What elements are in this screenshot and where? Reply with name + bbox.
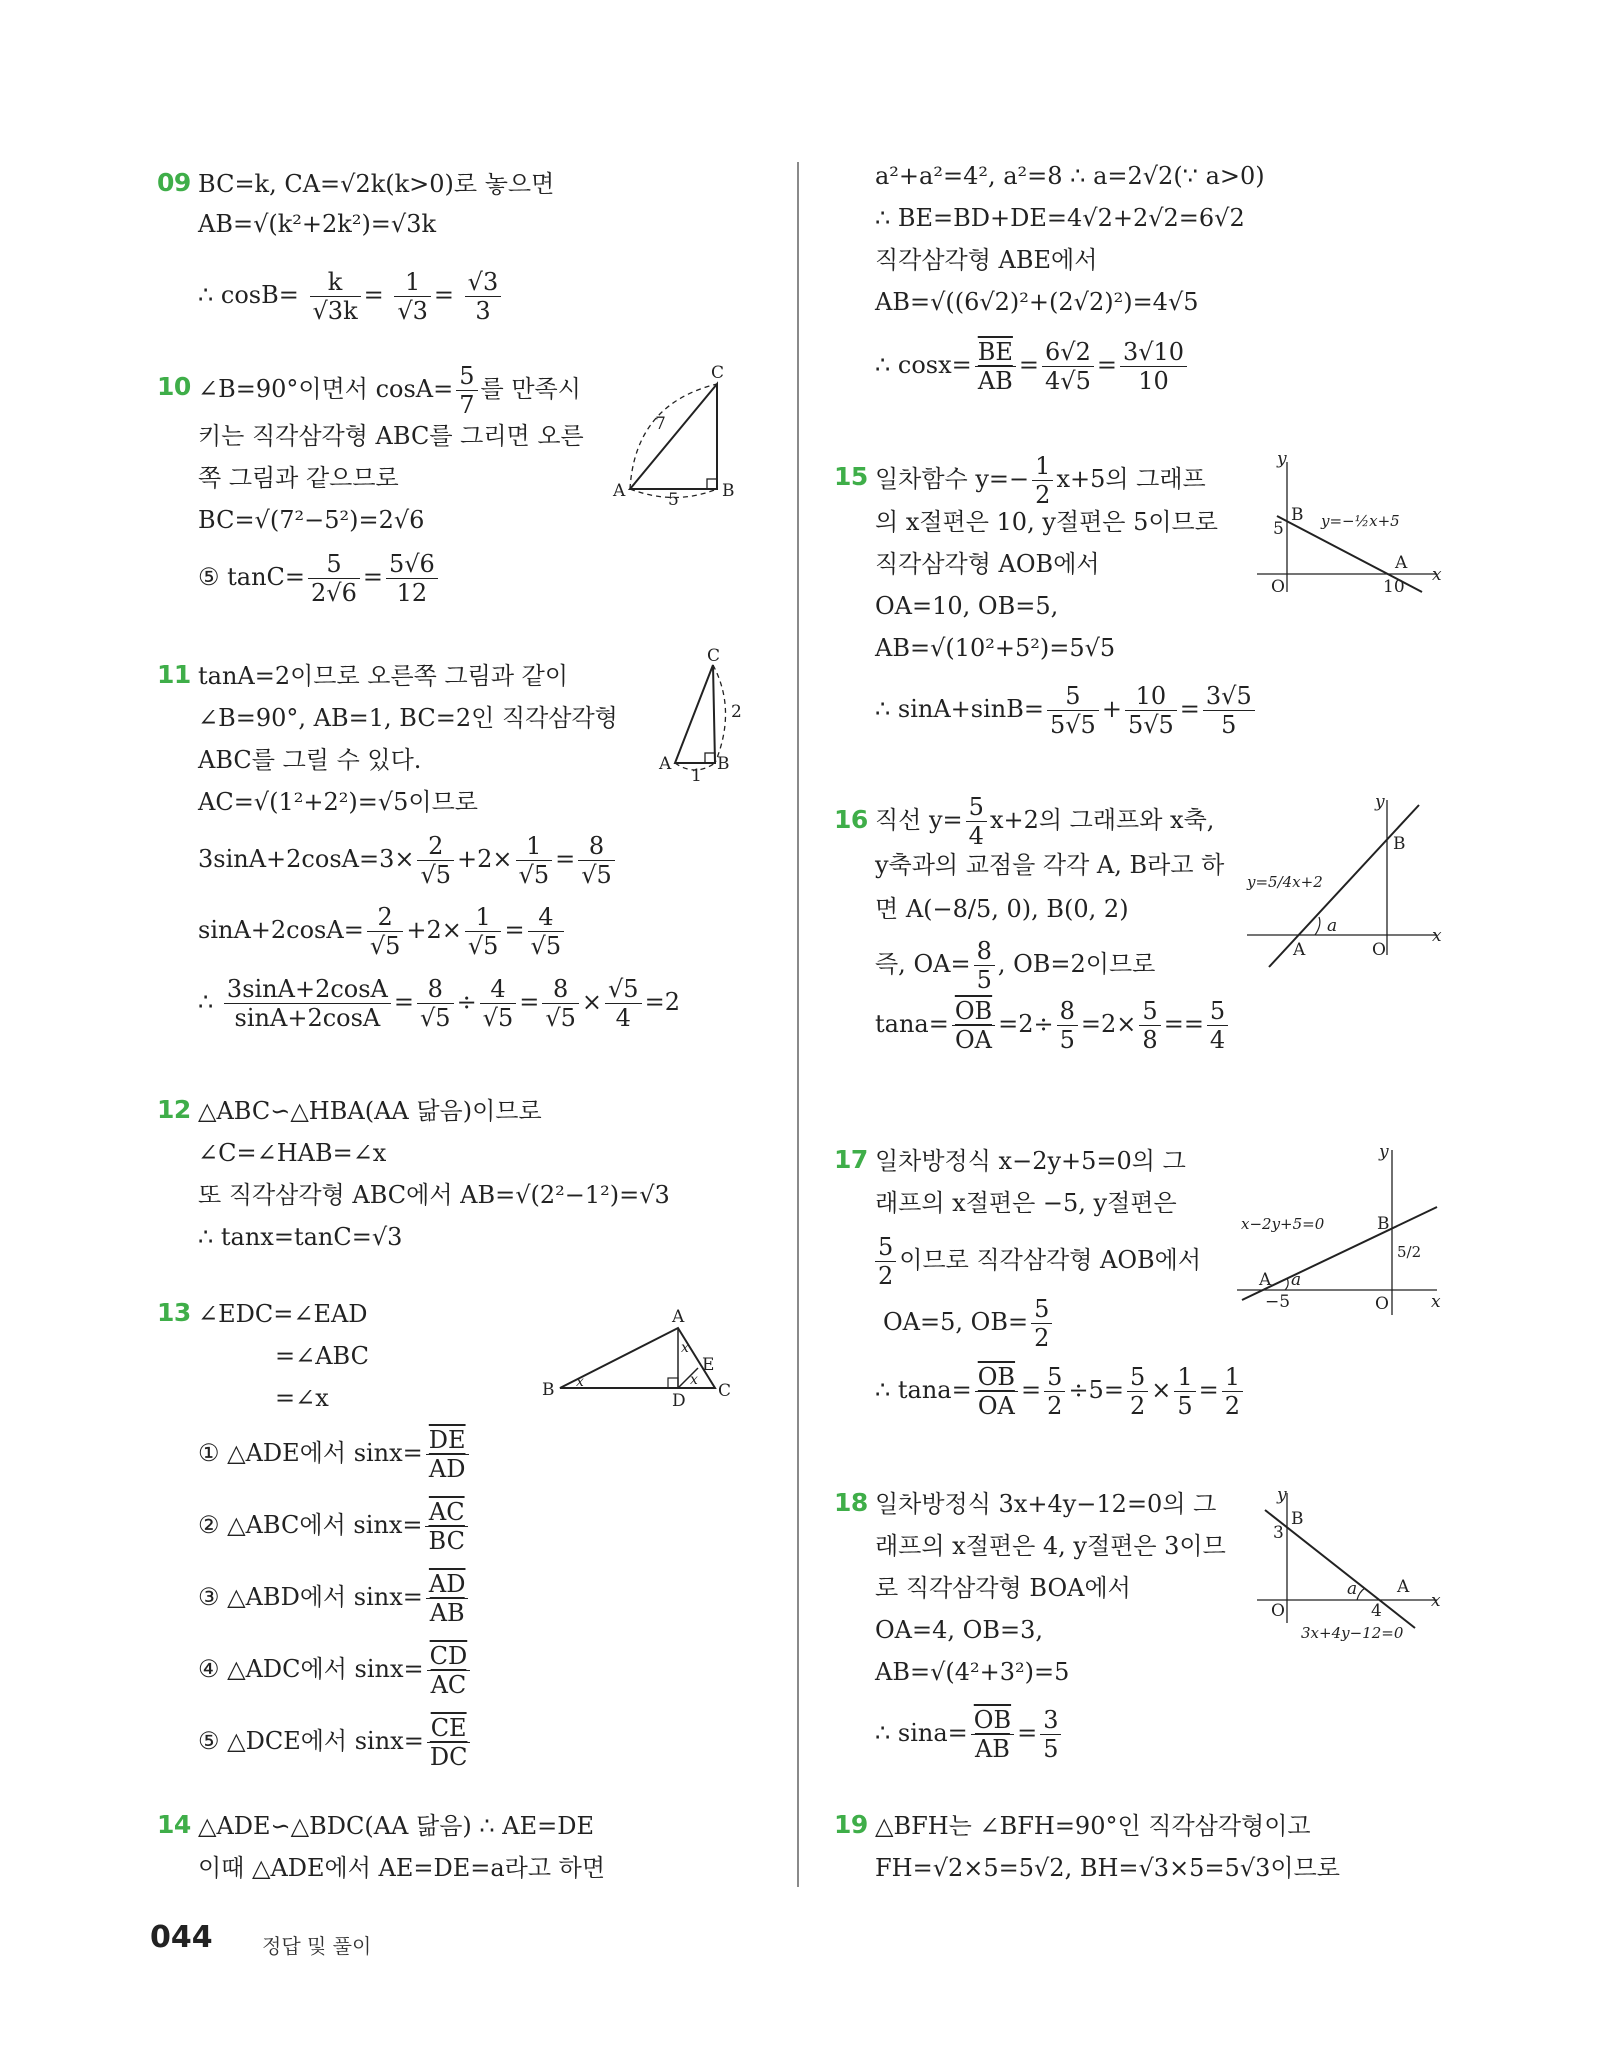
fraction xyxy=(427,1642,471,1699)
triangle xyxy=(675,665,715,763)
solution-line: ∴ tanx=tanC=√3 xyxy=(198,1223,403,1251)
fraction xyxy=(975,338,1016,395)
numerator: 5 xyxy=(308,550,360,579)
denominator: √5 xyxy=(581,861,612,889)
denominator: √5 xyxy=(482,1004,514,1032)
numerator: 1 xyxy=(394,268,431,297)
solution-line: ∴ $\frac{3\sin A+2\cos A}{\sin A+2\cos A}$ = $\frac{8}{√5}$ ÷ $\frac{4}{√5}$ = $\frac{8}{√5}$ × $\frac{√5}{4}$ =2 xyxy=(198,975,680,1032)
numerator: 2 xyxy=(417,832,454,861)
fraction xyxy=(516,832,553,889)
solution-line: ∴ tana= $\frac{\overline{OB}}{OA}$ = $\frac{5}{2}$ ÷5= $\frac{5}{2}$ × $\frac{1}{5}$ = $\frac{1}{2}$ xyxy=(875,1363,1246,1420)
solution-line: 면 A(−8/5, 0), B(0, 2) xyxy=(875,895,1129,923)
fraction xyxy=(1042,338,1094,395)
numerator: 1 xyxy=(1174,1363,1195,1392)
text: +2× xyxy=(406,916,462,944)
numerator: 5 xyxy=(1044,1363,1065,1392)
numerator: $\overline{OB}$ xyxy=(952,997,995,1026)
denominator: AD xyxy=(428,1455,466,1483)
graph-figure-15 xyxy=(1247,449,1447,602)
denominator: 2 xyxy=(1224,1392,1240,1420)
fraction xyxy=(465,268,502,325)
label-B: B xyxy=(1291,1509,1304,1529)
page-number: 044 xyxy=(150,1920,213,1955)
text: sinA+2cosA= xyxy=(198,916,364,944)
solution-line: 키는 직각삼각형 ABC를 그리면 오른 xyxy=(198,422,584,450)
graph-figure-18 xyxy=(1247,1485,1447,1648)
text: ④ △ADC에서 sinx= xyxy=(198,1655,424,1683)
denominator: √5 xyxy=(420,1004,451,1032)
fraction xyxy=(425,1498,467,1555)
solution-line: BC=k, CA=√2k(k>0)로 놓으면 xyxy=(198,170,555,198)
numerator: √5 xyxy=(605,975,642,1004)
label-base: 5 xyxy=(668,490,679,510)
solution-line: 쪽 그림과 같으므로 xyxy=(198,464,399,492)
numerator: 1 xyxy=(465,903,502,932)
section-label: 정답 및 풀이 xyxy=(262,1934,372,1958)
label-B: B xyxy=(1377,1214,1390,1234)
label-angle-a: a xyxy=(1291,1270,1302,1290)
label-equation: y=5/4x+2 xyxy=(1247,873,1323,891)
text: ÷5= xyxy=(1068,1376,1124,1404)
text: tana= xyxy=(875,1010,949,1038)
numerator: 5 xyxy=(966,793,987,822)
text: x+5의 그래프 xyxy=(1056,465,1206,493)
solution-line xyxy=(883,1295,1055,1352)
denominator: sinA+2cosA xyxy=(234,1004,381,1032)
denominator: 5 xyxy=(1177,1392,1193,1420)
label-xint: 4 xyxy=(1371,1601,1382,1621)
solution-line: ∴ BE=BD+DE=4√2+2√2=6√2 xyxy=(875,204,1245,232)
numerator: 5 xyxy=(456,362,477,391)
label-C: C xyxy=(718,1381,732,1401)
fraction xyxy=(310,268,361,325)
numerator: 5 xyxy=(1047,682,1099,711)
label-B: B xyxy=(1393,834,1406,854)
solution-line: 의 x절편은 10, y절편은 5이므로 xyxy=(875,508,1218,536)
label-E: E xyxy=(702,1355,715,1375)
text: +2× xyxy=(457,845,513,873)
problem-number: 14 xyxy=(157,1810,191,1839)
numerator: 3 xyxy=(1040,1706,1061,1735)
denominator: 4 xyxy=(968,822,984,850)
solution-line xyxy=(875,452,1206,509)
denominator: 2 xyxy=(878,1262,894,1290)
denominator: 4 xyxy=(1209,1026,1226,1054)
denominator: √5 xyxy=(369,932,401,960)
solution-line: AB=√(10²+5²)=5√5 xyxy=(875,634,1116,662)
denominator: 7 xyxy=(459,391,475,419)
numerator: 5 xyxy=(1207,997,1228,1026)
label-origin: O xyxy=(1271,1601,1285,1621)
fraction xyxy=(1127,1363,1148,1420)
numerator: 5 xyxy=(1127,1363,1148,1392)
axis-label-y: y xyxy=(1277,449,1287,469)
label-B: B xyxy=(1291,505,1304,525)
solution-line: y축과의 교점을 각각 A, B라고 하 xyxy=(875,851,1225,879)
denominator: √5 xyxy=(467,932,499,960)
denominator: AB xyxy=(429,1599,465,1627)
solution-line: 래프의 x절편은 4, y절편은 3이므 xyxy=(875,1532,1226,1560)
numerator: 8 xyxy=(542,975,579,1004)
label-B: B xyxy=(717,754,730,774)
solution-line: 일차방정식 x−2y+5=0의 그 xyxy=(875,1147,1186,1175)
denominator: 5 xyxy=(1043,1735,1059,1763)
fraction xyxy=(367,903,404,960)
text: 즉, OA= xyxy=(875,950,971,978)
axis-label-x: x xyxy=(1431,1292,1441,1312)
label-A: A xyxy=(1397,1577,1410,1597)
fraction xyxy=(1222,1363,1243,1420)
numerator: 1 xyxy=(1222,1363,1243,1392)
right-angle-mark xyxy=(705,753,715,763)
fraction xyxy=(1174,1363,1195,1420)
fraction xyxy=(417,832,454,889)
text: 직선 y= xyxy=(875,806,963,834)
label-yint: 5/2 xyxy=(1397,1243,1422,1261)
numerator: $\overline{OB}$ xyxy=(975,1363,1018,1392)
problem-number: 15 xyxy=(834,462,868,491)
solution-line: tanA=2이므로 오른쪽 그림과 같이 xyxy=(198,662,569,690)
numerator: k xyxy=(310,268,361,297)
problem-number: 16 xyxy=(834,805,868,834)
angle-x-D: x xyxy=(690,1372,698,1388)
label-A: A xyxy=(659,754,672,774)
numerator: 1 xyxy=(1032,452,1053,481)
numerator: $\overline{AC}$ xyxy=(425,1498,467,1527)
fraction xyxy=(308,550,360,607)
fraction xyxy=(394,268,431,325)
numerator: 8 xyxy=(417,975,454,1004)
text: 이므로 직각삼각형 AOB에서 xyxy=(899,1246,1202,1274)
solution-line: △ADE∽△BDC(AA 닮음) ∴ AE=DE xyxy=(198,1812,594,1840)
numerator: $\overline{DE}$ xyxy=(426,1426,469,1455)
label-side: 2 xyxy=(731,702,742,722)
solution-line: 직각삼각형 AOB에서 xyxy=(875,550,1100,578)
text: 일차함수 y=− xyxy=(875,465,1030,493)
label-origin: O xyxy=(1375,1294,1389,1314)
triangle-figure-11 xyxy=(635,646,745,786)
text: =2 xyxy=(644,988,680,1016)
option-4 xyxy=(198,1642,473,1699)
label-origin: O xyxy=(1271,577,1285,597)
solution-line: ∴ sina= $\frac{\overline{OB}}{AB}$ = $\frac{3}{5}$ xyxy=(875,1706,1064,1763)
denominator: 12 xyxy=(396,579,428,607)
angle-arc xyxy=(1357,1588,1365,1600)
numerator: 3sinA+2cosA xyxy=(224,975,391,1004)
axis-label-x: x xyxy=(1431,1591,1441,1611)
denominator: 10 xyxy=(1138,367,1169,395)
problem-number: 18 xyxy=(834,1488,868,1517)
axis-label-x: x xyxy=(1432,926,1442,946)
problem-number: 11 xyxy=(157,660,191,689)
right-angle-d xyxy=(668,1378,678,1388)
fraction xyxy=(386,550,438,607)
label-equation: x−2y+5=0 xyxy=(1241,1215,1325,1233)
solution-line: 래프의 x절편은 −5, y절편은 xyxy=(875,1189,1177,1217)
solution-line: sinA+2cosA= $\frac{2}{√5}$ +2× $\frac{1}{√5}$ = $\frac{4}{√5}$ xyxy=(198,903,567,960)
angle-x-A: x xyxy=(681,1340,689,1356)
problem-number: 19 xyxy=(834,1810,868,1839)
denominator: √3 xyxy=(397,297,428,325)
denominator: 2 xyxy=(1035,481,1051,509)
label-angle-a: a xyxy=(1327,916,1338,936)
text: ⑤ tanC= xyxy=(198,563,306,591)
numerator: 3√10 xyxy=(1120,338,1187,367)
fraction xyxy=(1047,682,1099,739)
numerator: $\overline{CD}$ xyxy=(427,1642,471,1671)
label-A: A xyxy=(672,1307,685,1327)
numerator: 10 xyxy=(1125,682,1177,711)
text: x+2의 그래프와 x축, xyxy=(989,806,1215,834)
fraction xyxy=(952,997,995,1054)
solution-line: tana= $\frac{\overline{OB}}{OA}$ =2÷ $\frac{8}{5}$ =2× $\frac{5}{8}$ == $\frac{5}{4}$ xyxy=(875,997,1231,1054)
right-angle-mark xyxy=(707,479,717,489)
text: ∴ cosB= xyxy=(198,281,299,309)
fraction xyxy=(1044,1363,1065,1420)
numerator: 4 xyxy=(528,903,565,932)
label-equation: y=−½x+5 xyxy=(1321,512,1400,530)
fraction xyxy=(1207,997,1228,1054)
fraction xyxy=(605,975,642,1032)
label-B: B xyxy=(722,481,735,501)
fraction xyxy=(971,1706,1014,1763)
solution-line: ⑤ tanC= $\frac{5}{2√6}$ = $\frac{5√6}{12}$ xyxy=(198,550,441,607)
solution-line: AC=√(1²+2²)=√5이므로 xyxy=(198,788,478,816)
text: ② △ABC에서 sinx= xyxy=(198,1511,423,1539)
denominator: AC xyxy=(430,1671,467,1699)
fraction xyxy=(974,937,995,994)
numerator: 6√2 xyxy=(1042,338,1094,367)
numerator: $\overline{BE}$ xyxy=(975,338,1016,367)
text: =2× xyxy=(1080,1010,1137,1038)
solution-line: a²+a²=4², a²=8 ∴ a=2√2(∵ a>0) xyxy=(875,162,1265,190)
numerator: 5 xyxy=(1031,1295,1052,1324)
axis-label-x: x xyxy=(1432,565,1442,585)
solution-line: △ABC∽△HBA(AA 닮음)이므로 xyxy=(198,1097,542,1125)
denominator: √5 xyxy=(530,932,562,960)
numerator: 8 xyxy=(974,937,995,966)
problem-number: 12 xyxy=(157,1095,191,1124)
fraction xyxy=(465,903,502,960)
denominator: 5 xyxy=(1221,711,1237,739)
text: ∠B=90°이면서 cosA= xyxy=(198,375,454,403)
denominator: DC xyxy=(429,1743,468,1771)
solution-line xyxy=(875,1233,1201,1290)
text: ③ △ABD에서 sinx= xyxy=(198,1583,423,1611)
text: ∴ tana= xyxy=(875,1376,972,1404)
label-yint: 3 xyxy=(1273,1523,1284,1543)
fraction xyxy=(480,975,517,1032)
numerator: 5√6 xyxy=(386,550,438,579)
label-angle-a: a xyxy=(1347,1579,1358,1599)
fraction xyxy=(224,975,391,1032)
denominator: 3 xyxy=(475,297,491,325)
option-2 xyxy=(198,1498,471,1555)
text: 3sinA+2cosA=3× xyxy=(198,845,415,873)
solution-line: OA=10, OB=5, xyxy=(875,592,1059,620)
numerator: 4 xyxy=(480,975,517,1004)
fraction xyxy=(1203,682,1255,739)
fraction xyxy=(1057,997,1078,1054)
angle-arc xyxy=(1315,917,1320,935)
graph-figure-16 xyxy=(1237,792,1447,975)
solution-line: 일차방정식 3x+4y−12=0의 그 xyxy=(875,1490,1217,1518)
label-C: C xyxy=(711,363,725,383)
solution-line: ∠EDC=∠EAD xyxy=(198,1300,368,1328)
problem-number: 13 xyxy=(157,1298,191,1327)
label-xint: 10 xyxy=(1383,577,1405,597)
triangle-figure-10 xyxy=(605,363,745,510)
denominator: AB xyxy=(977,367,1013,395)
denominator: AB xyxy=(974,1735,1010,1763)
text: ① △ADE에서 sinx= xyxy=(198,1439,423,1467)
fraction xyxy=(1120,338,1187,395)
label-C: C xyxy=(707,646,721,666)
label-D: D xyxy=(672,1391,686,1411)
denominator: √3k xyxy=(312,297,358,325)
denominator: 5√5 xyxy=(1049,711,1096,739)
denominator: 2 xyxy=(1129,1392,1146,1420)
label-base: 1 xyxy=(691,766,702,786)
solution-line: ∴ sinA+sinB= $\frac{5}{5√5}$ + $\frac{10}{5√5}$ = $\frac{3√5}{5}$ xyxy=(875,682,1258,739)
numerator: 5 xyxy=(875,1233,896,1262)
denominator: 2 xyxy=(1034,1324,1050,1352)
solution-line: BC=√(7²−5²)=2√6 xyxy=(198,506,425,534)
fraction xyxy=(975,1363,1018,1420)
text: ∴ cosx= xyxy=(875,351,972,379)
denominator: 8 xyxy=(1142,1026,1158,1054)
denominator: √5 xyxy=(545,1004,576,1032)
numerator: 3√5 xyxy=(1203,682,1255,711)
solution-line: OA=4, OB=3, xyxy=(875,1616,1043,1644)
numerator: 2 xyxy=(367,903,404,932)
text: OA=5, OB= xyxy=(883,1308,1029,1336)
denominator: √5 xyxy=(420,861,452,889)
fraction xyxy=(426,1426,469,1483)
denominator: BC xyxy=(428,1527,465,1555)
fraction xyxy=(1139,997,1160,1054)
fraction xyxy=(1125,682,1177,739)
solution-line: △BFH는 ∠BFH=90°인 직각삼각형이고 xyxy=(875,1812,1311,1840)
option-1 xyxy=(198,1426,472,1483)
numerator: $\overline{CE}$ xyxy=(427,1714,471,1743)
solution-line: =∠x xyxy=(275,1384,329,1412)
label-A: A xyxy=(1259,1270,1272,1290)
label-A: A xyxy=(1293,940,1306,960)
label-A: A xyxy=(1395,553,1408,573)
solution-line: FH=√2×5=5√2, BH=√3×5=5√3이므로 xyxy=(875,1854,1340,1882)
axis-label-y: y xyxy=(1379,1142,1389,1162)
label-A: A xyxy=(613,481,626,501)
numerator: √3 xyxy=(465,268,502,297)
solution-line: 또 직각삼각형 ABC에서 AB=√(2²−1²)=√3 xyxy=(198,1181,670,1209)
denominator: 4√5 xyxy=(1045,367,1091,395)
text: ⑤ △DCE에서 sinx= xyxy=(198,1727,424,1755)
denominator: 2√6 xyxy=(311,579,357,607)
numerator: $\overline{OB}$ xyxy=(971,1706,1014,1735)
fraction xyxy=(875,1233,896,1290)
fraction xyxy=(417,975,454,1032)
column-divider xyxy=(797,162,799,1887)
solution-line xyxy=(198,362,581,419)
problem-number: 10 xyxy=(157,372,191,401)
axis-label-y: y xyxy=(1277,1485,1287,1505)
solution-line: ∴ cosB= $\frac{k}{√3k}$ = $\frac{1}{√3}$ = $\frac{√3}{3}$ xyxy=(198,268,504,325)
label-yint: 5 xyxy=(1273,519,1284,539)
denominator: 5 xyxy=(1059,1026,1075,1054)
problem-number: 17 xyxy=(834,1145,868,1174)
fraction xyxy=(528,903,565,960)
label-hyp: 7 xyxy=(655,414,666,434)
fraction xyxy=(578,832,615,889)
fraction xyxy=(542,975,579,1032)
fraction xyxy=(427,1714,471,1771)
problem-number: 09 xyxy=(157,168,191,197)
angle-x-B: x xyxy=(576,1374,584,1390)
triangle-figure-13 xyxy=(540,1307,750,1411)
text: ∴ sina= xyxy=(875,1719,968,1747)
solution-line: ∠C=∠HAB=∠x xyxy=(198,1139,387,1167)
text: , OB=2이므로 xyxy=(997,950,1156,978)
label-B: B xyxy=(542,1380,555,1400)
numerator: 8 xyxy=(578,832,615,861)
fraction xyxy=(1040,1706,1061,1763)
axis-label-y: y xyxy=(1375,792,1385,812)
solution-line: ∴ cosx= $\frac{\overline{BE}}{AB}$ = $\frac{6√2}{4√5}$ = $\frac{3√10}{10}$ xyxy=(875,338,1190,395)
text: ∴ xyxy=(198,988,214,1016)
denominator: 5√5 xyxy=(1127,711,1174,739)
fraction xyxy=(426,1570,469,1627)
denominator: 5 xyxy=(976,966,992,994)
solution-line: ABC를 그릴 수 있다. xyxy=(198,746,422,774)
solution-line: 3sinA+2cosA=3× $\frac{2}{√5}$ +2× $\frac{1}{√5}$ = $\frac{8}{√5}$ xyxy=(198,832,618,889)
solution-line: 직각삼각형 ABE에서 xyxy=(875,246,1098,274)
fraction xyxy=(966,793,987,850)
option-3 xyxy=(198,1570,471,1627)
solution-line: AB=√((6√2)²+(2√2)²)=4√5 xyxy=(875,288,1199,316)
numerator: $\overline{AD}$ xyxy=(426,1570,469,1599)
denominator: √5 xyxy=(518,861,550,889)
text: =2÷ xyxy=(998,1010,1054,1038)
solution-line: AB=√(k²+2k²)=√3k xyxy=(198,210,437,238)
denominator: 2 xyxy=(1047,1392,1063,1420)
solution-line: ∠B=90°, AB=1, BC=2인 직각삼각형 xyxy=(198,704,618,732)
solution-line: AB=√(4²+3²)=5 xyxy=(875,1658,1070,1686)
solution-line xyxy=(875,937,1155,994)
graph-figure-17 xyxy=(1227,1142,1447,1315)
numerator: 8 xyxy=(1057,997,1078,1026)
option-5 xyxy=(198,1714,473,1771)
solution-line: 로 직각삼각형 BOA에서 xyxy=(875,1574,1131,1602)
solution-line xyxy=(875,793,1214,850)
denominator: 4 xyxy=(615,1004,631,1032)
fraction xyxy=(1032,452,1053,509)
solution-line: 이때 △ADE에서 AE=DE=a라고 하면 xyxy=(198,1854,606,1882)
fraction xyxy=(456,362,477,419)
denominator: OA xyxy=(977,1392,1015,1420)
label-equation: 3x+4y−12=0 xyxy=(1301,1624,1404,1642)
text: 를 만족시 xyxy=(480,375,581,403)
denominator: OA xyxy=(954,1026,992,1054)
fraction xyxy=(1031,1295,1052,1352)
label-xint: −5 xyxy=(1265,1292,1291,1312)
solution-line: =∠ABC xyxy=(275,1342,369,1370)
text: ∴ sinA+sinB= xyxy=(875,695,1044,723)
numerator: 5 xyxy=(1139,997,1160,1026)
numerator: 1 xyxy=(516,832,553,861)
label-origin: O xyxy=(1372,940,1386,960)
